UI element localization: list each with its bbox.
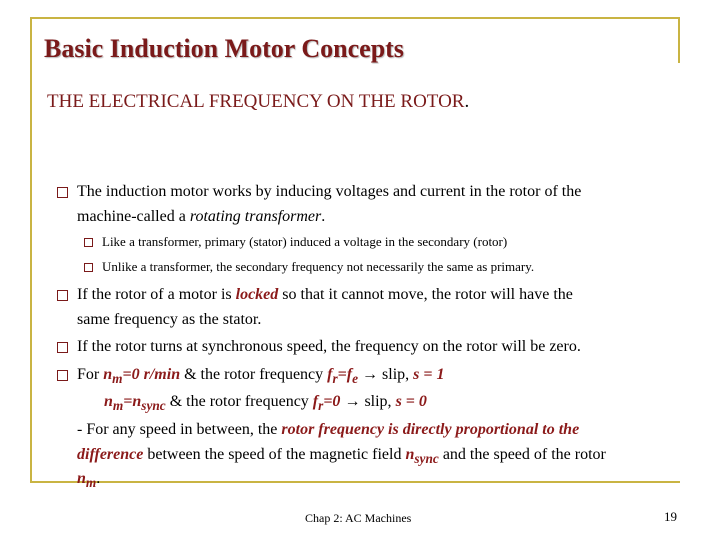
subtitle-period: .: [464, 91, 470, 112]
bullet-2-line-2: same frequency as the stator.: [77, 311, 262, 328]
sub-bullet-2: Unlike a transformer, the secondary frequency not necessarily the same as primary.: [102, 259, 535, 274]
bullet-1-line-2: machine-called a rotating transformer.: [77, 208, 326, 225]
bullet-4-line-5: $n_m$.: [77, 470, 101, 491]
bullet-box-icon: [57, 370, 68, 381]
bullet-2-line-1: If the rotor of a motor is locked so that it cannot move, the rotor will have the: [77, 286, 573, 303]
slide-footer: Chap 2: AC Machines: [305, 511, 412, 525]
slide-frame-top: [30, 17, 680, 19]
bullet-box-icon: [57, 342, 68, 353]
bullet-4-line-2: $n_m=n_{sync}$ & the rotor frequency $f_r=0$ → slip, s = 0: [104, 393, 427, 414]
slide-subtitle: [47, 91, 469, 113]
slide-frame-right: [678, 17, 680, 63]
sub-bullet-box-icon: [84, 238, 93, 247]
slide-frame-bottom: [30, 481, 680, 483]
arrow-icon: →: [358, 366, 383, 383]
slide-frame-left: [30, 17, 32, 483]
bullet-box-icon: [57, 187, 68, 198]
page-number: 19: [664, 509, 677, 524]
bullet-4-line-4: difference between the speed of the magnetic field $n_{sync}$ and the speed of the rotor: [77, 446, 606, 467]
sub-bullet-1: Like a transformer, primary (stator) induced a voltage in the secondary (rotor): [102, 234, 508, 249]
subtitle-text: THE ELECTRICAL FREQUENCY ON THE ROTOR: [47, 91, 465, 112]
sub-bullet-box-icon: [84, 263, 93, 272]
bullet-4-line-3: - For any speed in between, the rotor frequency is directly proportional to the: [77, 421, 580, 438]
arrow-icon: →: [340, 393, 365, 410]
bullet-box-icon: [57, 290, 68, 301]
bullet-3: If the rotor turns at synchronous speed, the frequency on the rotor will be zero.: [77, 338, 581, 355]
bullet-4-line-1: For $n_m=0$ r/min & the rotor frequency $f_r=f_e$ → slip, s = 1: [77, 366, 445, 387]
slide-title: Basic Induction Motor Concepts: [44, 34, 404, 63]
bullet-1-line-1: The induction motor works by inducing voltages and current in the rotor of the: [77, 183, 582, 200]
